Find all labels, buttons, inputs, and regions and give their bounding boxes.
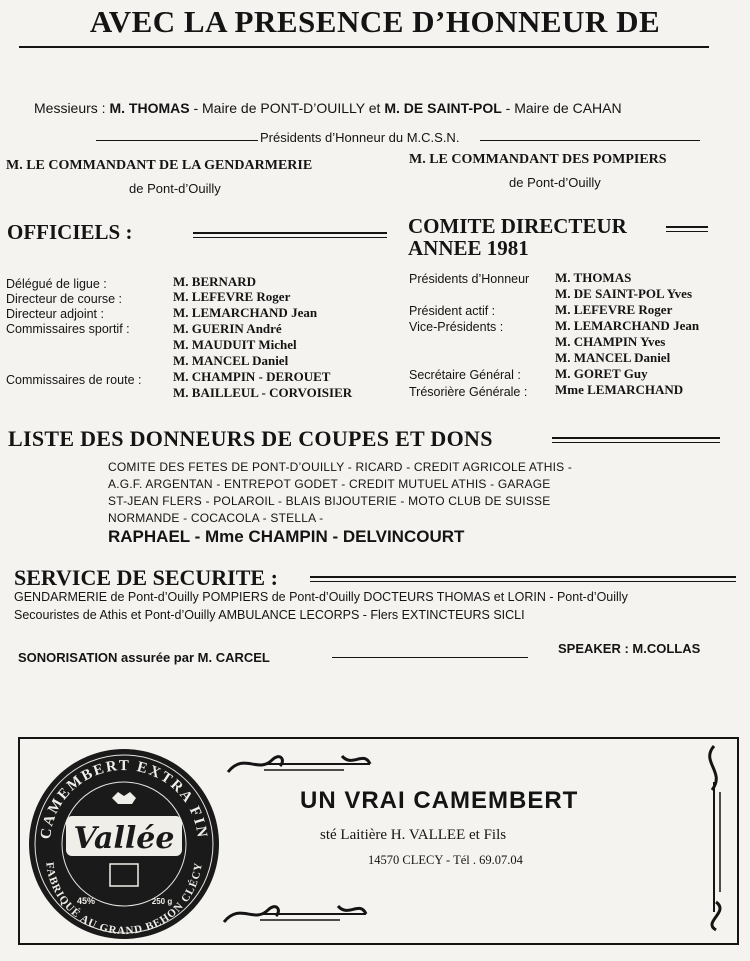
commandant-gendarmerie: M. LE COMMANDANT DE LA GENDARMERIE [6,158,313,173]
officiels-label: Commissaires de route : [6,373,142,387]
ad-company: sté Laitière H. VALLEE et Fils [320,827,507,843]
honor-prefix: Messieurs : [34,100,106,116]
comite-value: M. LEFEVRE Roger [555,302,673,317]
officiels-label: Directeur adjoint : [6,307,104,321]
officiels-value: M. LEFEVRE Roger [173,289,291,304]
comite-label: Présidents d’Honneur [409,272,530,286]
officiels-value: M. BERNARD [173,274,257,289]
ad-address: 14570 CLECY - Tél . 69.07.04 [368,853,523,867]
officiels-value: M. GUERIN André [173,321,282,336]
officiels-label: Directeur de course : [6,292,123,306]
title-rule [19,46,709,48]
commandant-pompiers-place: de Pont-d’Ouilly [509,175,601,190]
sonorisation-text: SONORISATION assurée par M. CARCEL [18,650,270,665]
comite-heading-line2: ANNEE 1981 [408,236,529,260]
sonorisation-rule [332,657,528,658]
commandant-pompiers: M. LE COMMANDANT DES POMPIERS [409,152,667,167]
donneurs-line: COMITE DES FETES DE PONT-D’OUILLY - RICARD - CREDIT AGRICOLE ATHIS - [108,460,573,474]
donneurs-line-highlight: RAPHAEL - Mme CHAMPIN - DELVINCOURT [108,527,465,546]
comite-heading-line1: COMITE DIRECTEUR [408,214,627,238]
comite-value: M. DE SAINT-POL Yves [555,286,693,301]
logo-fat: 45% [76,896,96,906]
officiels-value: M. LEMARCHAND Jean [173,305,318,320]
comite-value: M. LEMARCHAND Jean [555,318,700,333]
comite-label: Trésorière Générale : [409,385,528,399]
officiels-label: Commissaires sportif : [6,322,130,336]
comite-heading-rule [666,226,708,232]
comite-value: M. MANCEL Daniel [555,350,671,365]
page-title: AVEC LA PRESENCE D’HONNEUR DE [89,4,661,39]
honor-rule-right [480,140,700,141]
comite-value: M. THOMAS [555,270,632,285]
securite-heading-rule [310,576,736,582]
speaker-text: SPEAKER : M.COLLAS [558,641,701,656]
officiels-heading: OFFICIELS : [7,220,133,244]
securite-heading: SERVICE DE SECURITE : [14,565,278,590]
logo-bottom-text: FABRIQUÉ AU GRAND BEHON CLÉCY [43,861,205,938]
comite-label: Vice-Présidents : [409,320,504,334]
donneurs-heading: LISTE DES DONNEURS DE COUPES ET DONS [8,426,493,451]
officiels-value: M. BAILLEUL - CORVOISIER [173,385,353,400]
honor-suffix: - Maire de CAHAN [501,100,622,116]
officiels-value: M. MAUDUIT Michel [173,337,297,352]
honor-name-saintpol: M. DE SAINT-POL [384,100,502,116]
securite-line-2: Secouristes de Athis et Pont-d’Ouilly AMBULANCE LECORPS - Flers EXTINCTEURS SICLI [14,608,525,622]
honor-mid: - Maire de PONT-D’OUILLY et [189,100,385,116]
officiels-value: M. MANCEL Daniel [173,353,289,368]
honor-name-thomas: M. THOMAS [109,100,190,116]
officiels-value: M. CHAMPIN - DEROUET [173,369,331,384]
logo-brand: Vallée [73,821,175,856]
officiels-heading-rule [193,232,387,238]
honor-rule-left [96,140,258,141]
flourish-vertical-icon [696,742,732,932]
commandant-gendarmerie-place: de Pont-d’Ouilly [129,181,221,196]
flourish-top-icon [224,746,374,782]
donneurs-line: A.G.F. ARGENTAN - ENTREPOT GODET - CREDIT MUTUEL ATHIS - GARAGE [108,477,551,491]
officiels-label: Délégué de ligue : [6,277,107,291]
comite-label: Secrétaire Général : [409,368,521,382]
donneurs-line: NORMANDE - COCACOLA - STELLA - [108,511,324,525]
flourish-bottom-icon [220,896,370,932]
ad-title: UN VRAI CAMEMBERT [300,787,579,814]
vallee-camembert-logo [26,746,222,942]
logo-top-text: CAMEMBERT EXTRA FIN [37,757,211,841]
securite-line-1: GENDARMERIE de Pont-d’Ouilly POMPIERS de Pont-d’Ouilly DOCTEURS THOMAS et LORIN - Pont-d’Ouilly [14,590,628,604]
honor-line-2: Présidents d’Honneur du M.C.S.N. [260,130,460,145]
donneurs-heading-rule [552,437,720,443]
comite-value: M. CHAMPIN Yves [555,334,666,349]
donneurs-line: ST-JEAN FLERS - POLAROIL - BLAIS BIJOUTERIE - MOTO CLUB DE SUISSE [108,494,551,508]
honor-line-1 [34,100,622,116]
comite-label: Président actif : [409,304,496,318]
logo-weight: 250 g [151,897,173,906]
comite-value: M. GORET Guy [555,366,648,381]
comite-value: Mme LEMARCHAND [555,382,684,397]
